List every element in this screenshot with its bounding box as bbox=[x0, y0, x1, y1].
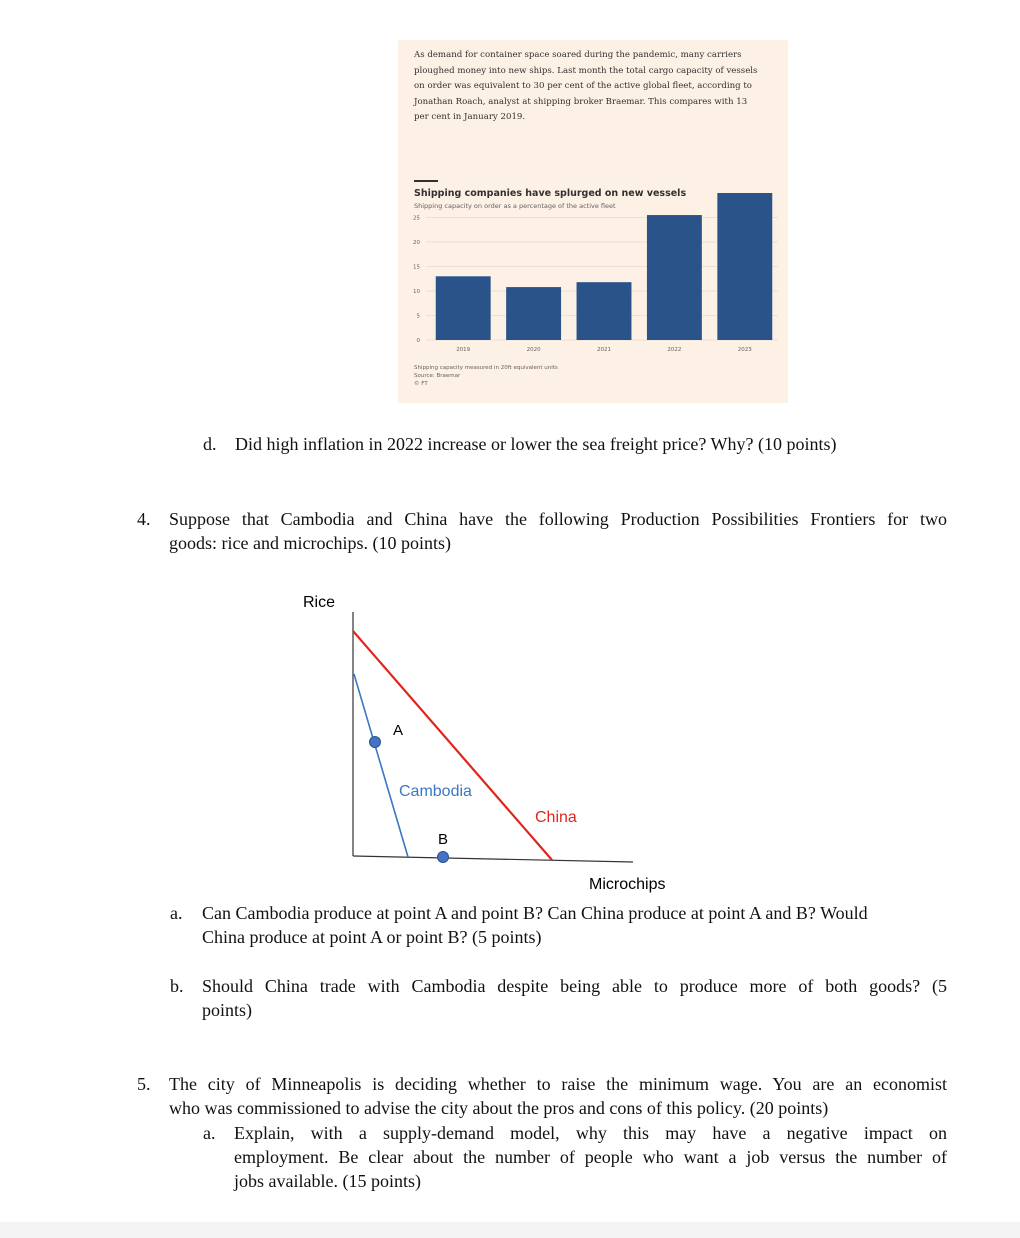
question-5a-line2: employment. Be clear about the number of people who want a job versus the number of bbox=[234, 1147, 947, 1167]
x-tick-label: 2021 bbox=[597, 347, 611, 353]
point-a-label: A bbox=[393, 722, 404, 739]
y-tick-label: 10 bbox=[413, 289, 420, 295]
chart-note: Shipping capacity measured in 20ft equivalent units bbox=[414, 365, 558, 371]
x-tick-label: 2023 bbox=[737, 347, 752, 353]
question-4-number: 4. bbox=[137, 509, 151, 529]
question-5a-line3: jobs available. (15 points) bbox=[234, 1171, 421, 1191]
microchips-axis-label: Microchips bbox=[589, 876, 666, 893]
question-5-line1: The city of Minneapolis is deciding whether to raise the minimum wage. You are an economist bbox=[169, 1074, 947, 1094]
x-axis bbox=[353, 856, 633, 862]
question-5-number: 5. bbox=[137, 1074, 151, 1094]
x-tick-label: 2022 bbox=[667, 347, 682, 353]
rice-axis-label: Rice bbox=[303, 594, 336, 611]
question-5-line2: who was commissioned to advise the city about the pros and cons of this policy. (20 points) bbox=[169, 1098, 829, 1118]
chart-source: Source: Braemar bbox=[414, 373, 461, 379]
question-d-text: Did high inflation in 2022 increase or lower the sea freight price? Why? (10 points) bbox=[235, 434, 837, 454]
chart-subtitle: Shipping capacity on order as a percentage of the active fleet bbox=[414, 202, 616, 210]
point-a-marker bbox=[370, 737, 381, 748]
y-tick-label: 15 bbox=[413, 264, 420, 271]
cambodia-ppf-line bbox=[354, 674, 408, 857]
article-paragraph: As demand for container space soared during the pandemic, many carriers ploughed money into new ships. Last month the total cargo capacity of vessels on order was equivalent to 30 per cent of the active global fleet, according to Jonathan Roach, analyst at shipping broker Braemar. This compares with 13 per cent in January 2019. bbox=[414, 50, 758, 122]
question-5a-marker: a. bbox=[203, 1123, 216, 1143]
china-ppf-line bbox=[353, 631, 552, 860]
question-4b-marker: b. bbox=[170, 976, 184, 996]
question-4b-line1: Should China trade with Cambodia despite being able to produce more of both goods? (5 bbox=[202, 976, 947, 996]
question-4a-line1: Can Cambodia produce at point A and point B? Can China produce at point A and B? Would bbox=[202, 903, 868, 923]
point-b-marker bbox=[438, 852, 449, 863]
page-bottom-strip bbox=[0, 1222, 1020, 1238]
question-4a-marker: a. bbox=[170, 903, 183, 923]
x-tick-label: 2020 bbox=[526, 347, 541, 353]
cambodia-label: Cambodia bbox=[399, 783, 472, 800]
question-4-line2: goods: rice and microchips. (10 points) bbox=[169, 533, 451, 553]
y-tick-label: 20 bbox=[413, 240, 420, 246]
y-tick-label: 25 bbox=[413, 215, 420, 222]
china-label: China bbox=[535, 809, 577, 826]
question-5a-line1: Explain, with a supply-demand model, why this may have a negative impact on bbox=[234, 1123, 947, 1143]
y-tick-label: 0 bbox=[416, 338, 420, 344]
chart-title: Shipping companies have splurged on new vessels bbox=[414, 188, 687, 199]
question-4b-line2: points) bbox=[202, 1000, 253, 1020]
point-b-label: B bbox=[438, 831, 449, 848]
chart-credit: © FT bbox=[414, 381, 428, 387]
question-d-marker: d. bbox=[203, 434, 217, 454]
y-tick-label: 5 bbox=[416, 313, 420, 320]
question-4-line1: Suppose that Cambodia and China have the following Production Possibilities Frontiers for two bbox=[169, 509, 947, 529]
x-tick-label: 2019 bbox=[456, 347, 471, 353]
question-4a-line2: China produce at point A or point B? (5 points) bbox=[202, 927, 542, 947]
